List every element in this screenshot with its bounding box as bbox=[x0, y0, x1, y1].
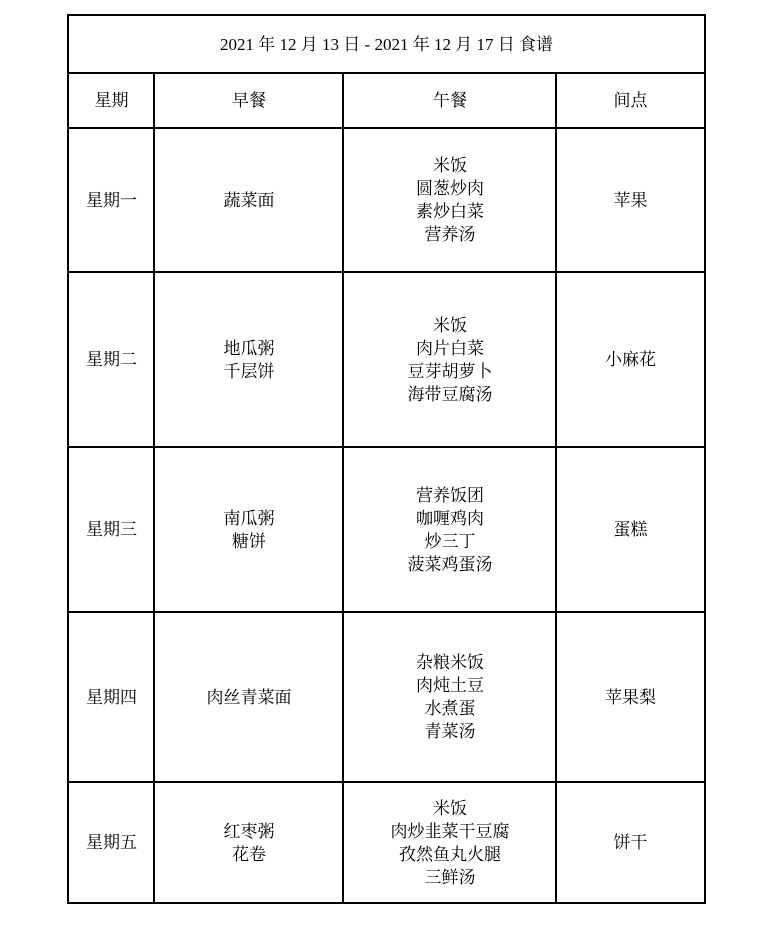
friday-breakfast-cell bbox=[154, 782, 343, 903]
menu-item: 蛋糕 bbox=[613, 520, 648, 539]
table-row-wednesday bbox=[68, 447, 704, 612]
wednesday-breakfast-cell bbox=[154, 447, 343, 612]
thursday-breakfast-cell bbox=[154, 612, 343, 782]
menu-item: 肉炖土豆 bbox=[415, 676, 484, 695]
table-row-friday bbox=[68, 782, 704, 903]
menu-item: 营养饭团 bbox=[415, 485, 484, 505]
thursday-lunch-cell bbox=[343, 612, 556, 782]
thursday-day-cell: 星期四 bbox=[68, 612, 154, 782]
tuesday-lunch-cell bbox=[343, 272, 556, 447]
menu-item: 蔬菜面 bbox=[223, 190, 275, 210]
menu-item: 红枣粥 bbox=[223, 821, 275, 841]
wednesday-snack-cell bbox=[556, 447, 704, 612]
thursday-snack-cell bbox=[556, 612, 704, 782]
menu-item: 南瓜粥 bbox=[223, 508, 275, 528]
menu-item: 苹果梨 bbox=[604, 687, 656, 707]
header-lunch: 午餐 bbox=[343, 73, 556, 128]
menu-item: 海带豆腐汤 bbox=[407, 384, 493, 404]
table-header-row bbox=[68, 73, 704, 128]
menu-item: 素炒白菜 bbox=[415, 202, 484, 221]
menu-item: 地瓜粥 bbox=[223, 338, 275, 358]
table-row-thursday bbox=[68, 612, 704, 782]
friday-lunch-cell bbox=[343, 782, 556, 903]
friday-snack-cell bbox=[556, 782, 704, 903]
wednesday-lunch-cell bbox=[343, 447, 556, 612]
table-title-row bbox=[68, 15, 704, 73]
menu-item: 糖饼 bbox=[231, 531, 266, 551]
weekly-menu-table bbox=[67, 14, 705, 904]
tuesday-day-cell: 星期二 bbox=[68, 272, 154, 447]
monday-day-cell: 星期一 bbox=[68, 128, 154, 272]
menu-item: 米饭 bbox=[432, 315, 467, 335]
tuesday-snack-cell bbox=[556, 272, 704, 447]
monday-lunch-cell bbox=[343, 128, 556, 272]
menu-item: 苹果 bbox=[613, 190, 648, 210]
menu-item: 炒三丁 bbox=[424, 531, 476, 551]
header-breakfast: 早餐 bbox=[154, 73, 343, 128]
header-day: 星期 bbox=[68, 73, 154, 128]
monday-breakfast-cell bbox=[154, 128, 343, 272]
menu-item: 米饭 bbox=[432, 798, 467, 818]
menu-item: 肉炒韭菜干豆腐 bbox=[390, 821, 510, 841]
tuesday-breakfast-cell bbox=[154, 272, 343, 447]
menu-item: 水煮蛋 bbox=[424, 699, 476, 718]
monday-snack-cell bbox=[556, 128, 704, 272]
menu-item: 菠菜鸡蛋汤 bbox=[407, 554, 493, 574]
header-snack: 间点 bbox=[556, 73, 704, 128]
friday-day-cell: 星期五 bbox=[68, 782, 154, 903]
menu-item: 米饭 bbox=[432, 156, 467, 175]
menu-item: 饼干 bbox=[613, 833, 648, 852]
table-row-tuesday bbox=[68, 272, 704, 447]
menu-item: 孜然鱼丸火腿 bbox=[398, 844, 501, 864]
menu-item: 花卷 bbox=[231, 844, 266, 864]
menu-item: 咖喱鸡肉 bbox=[415, 508, 484, 528]
menu-item: 青菜汤 bbox=[424, 722, 476, 741]
wednesday-day-cell: 星期三 bbox=[68, 447, 154, 612]
table-row-monday bbox=[68, 128, 704, 272]
menu-item: 杂粮米饭 bbox=[415, 653, 484, 672]
menu-item: 肉丝青菜面 bbox=[206, 687, 292, 707]
menu-item: 小麻花 bbox=[604, 350, 656, 369]
menu-item: 圆葱炒肉 bbox=[415, 179, 484, 198]
menu-item: 营养汤 bbox=[424, 225, 476, 244]
menu-item: 千层饼 bbox=[223, 361, 275, 381]
menu-item: 豆芽胡萝卜 bbox=[407, 361, 493, 381]
table-title: 2021 年 12 月 13 日 - 2021 年 12 月 17 日 食谱 bbox=[68, 15, 704, 73]
menu-item: 肉片白菜 bbox=[415, 338, 484, 358]
menu-item: 三鲜汤 bbox=[424, 867, 476, 887]
